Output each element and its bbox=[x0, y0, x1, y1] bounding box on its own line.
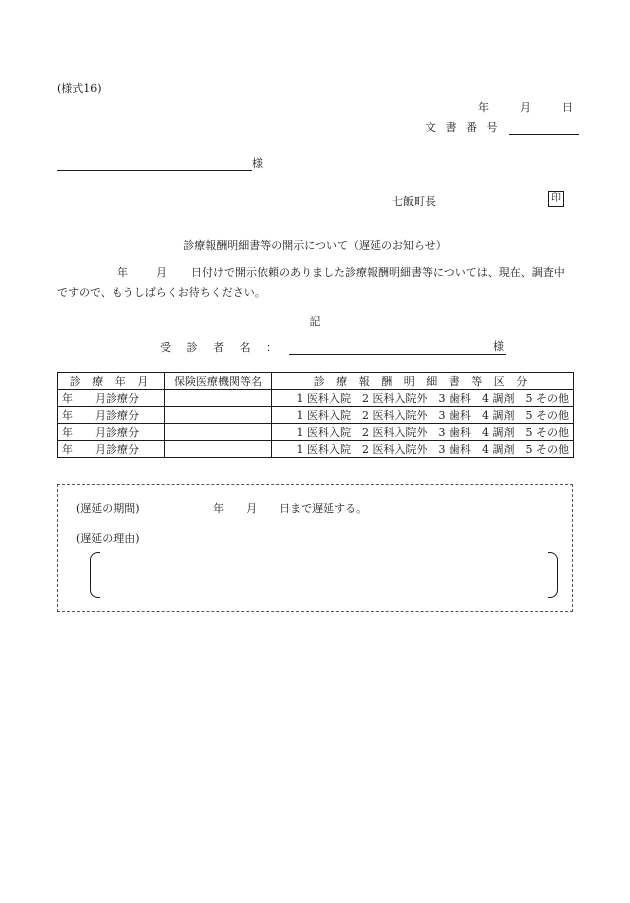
patient-name-row bbox=[160, 338, 506, 355]
period-cell[interactable]: 年 月診療分 bbox=[58, 424, 165, 441]
addressee-honorific: 様 bbox=[252, 157, 263, 170]
body-paragraph: 日付けで開示依頼のありました診療報酬明細書等については、現在、調査中ですので、もうしばらくお待ちください。 bbox=[57, 266, 565, 299]
institution-cell[interactable] bbox=[165, 390, 272, 407]
column-header-institution: 保険医療機関等名 bbox=[165, 373, 272, 390]
ki-heading: 記 bbox=[309, 315, 321, 328]
date-month-label: 月 bbox=[520, 101, 531, 114]
document-title: 診療報酬明細書等の開示について（遅延のお知らせ） bbox=[183, 239, 447, 252]
body-month-label: 月 bbox=[156, 266, 167, 279]
delay-period-row bbox=[76, 500, 367, 516]
addressee-name-field[interactable] bbox=[57, 158, 252, 171]
seal-icon: 印 bbox=[548, 191, 564, 207]
delay-period-date[interactable]: 年 月 日まで遅延する。 bbox=[213, 502, 368, 515]
types-cell[interactable]: 1 医科入院 2 医科入院外 3 歯科 4 調剤 5 その他 bbox=[272, 441, 574, 458]
sender-title: 七飯町長 bbox=[392, 195, 436, 208]
delay-reason-label: (遅延の理由) bbox=[76, 532, 140, 545]
issue-date bbox=[478, 99, 573, 115]
date-year-label: 年 bbox=[478, 101, 489, 114]
period-cell[interactable]: 年 月診療分 bbox=[58, 390, 165, 407]
types-cell[interactable]: 1 医科入院 2 医科入院外 3 歯科 4 調剤 5 その他 bbox=[272, 407, 574, 424]
body-text bbox=[57, 263, 573, 303]
document-number-field[interactable] bbox=[509, 122, 579, 135]
table-row bbox=[58, 424, 574, 441]
reason-bracket-left bbox=[90, 552, 100, 598]
document-number bbox=[425, 119, 579, 135]
column-header-period: 診 療 年 月 bbox=[58, 373, 165, 390]
types-cell[interactable]: 1 医科入院 2 医科入院外 3 歯科 4 調剤 5 その他 bbox=[272, 424, 574, 441]
institution-cell[interactable] bbox=[165, 424, 272, 441]
delay-period-label: (遅延の期間) bbox=[76, 502, 140, 515]
reason-bracket-right bbox=[548, 552, 558, 598]
claims-table bbox=[57, 372, 574, 458]
patient-name-label: 受 診 者 名 ： bbox=[160, 341, 283, 354]
addressee bbox=[57, 155, 263, 171]
date-day-label: 日 bbox=[562, 101, 573, 114]
patient-name-field[interactable] bbox=[289, 338, 506, 355]
table-row bbox=[58, 390, 574, 407]
document-number-label: 文 書 番 号 bbox=[425, 121, 501, 134]
institution-cell[interactable] bbox=[165, 441, 272, 458]
body-year-label: 年 bbox=[117, 266, 128, 279]
table-row bbox=[58, 441, 574, 458]
period-cell[interactable]: 年 月診療分 bbox=[58, 407, 165, 424]
form-number: (様式16) bbox=[57, 82, 102, 95]
table-row bbox=[58, 407, 574, 424]
patient-honorific: 様 bbox=[493, 340, 504, 353]
table-header-row bbox=[58, 373, 574, 390]
institution-cell[interactable] bbox=[165, 407, 272, 424]
period-cell[interactable]: 年 月診療分 bbox=[58, 441, 165, 458]
types-cell[interactable]: 1 医科入院 2 医科入院外 3 歯科 4 調剤 5 その他 bbox=[272, 390, 574, 407]
column-header-types: 診 療 報 酬 明 細 書 等 区 分 bbox=[272, 373, 574, 390]
